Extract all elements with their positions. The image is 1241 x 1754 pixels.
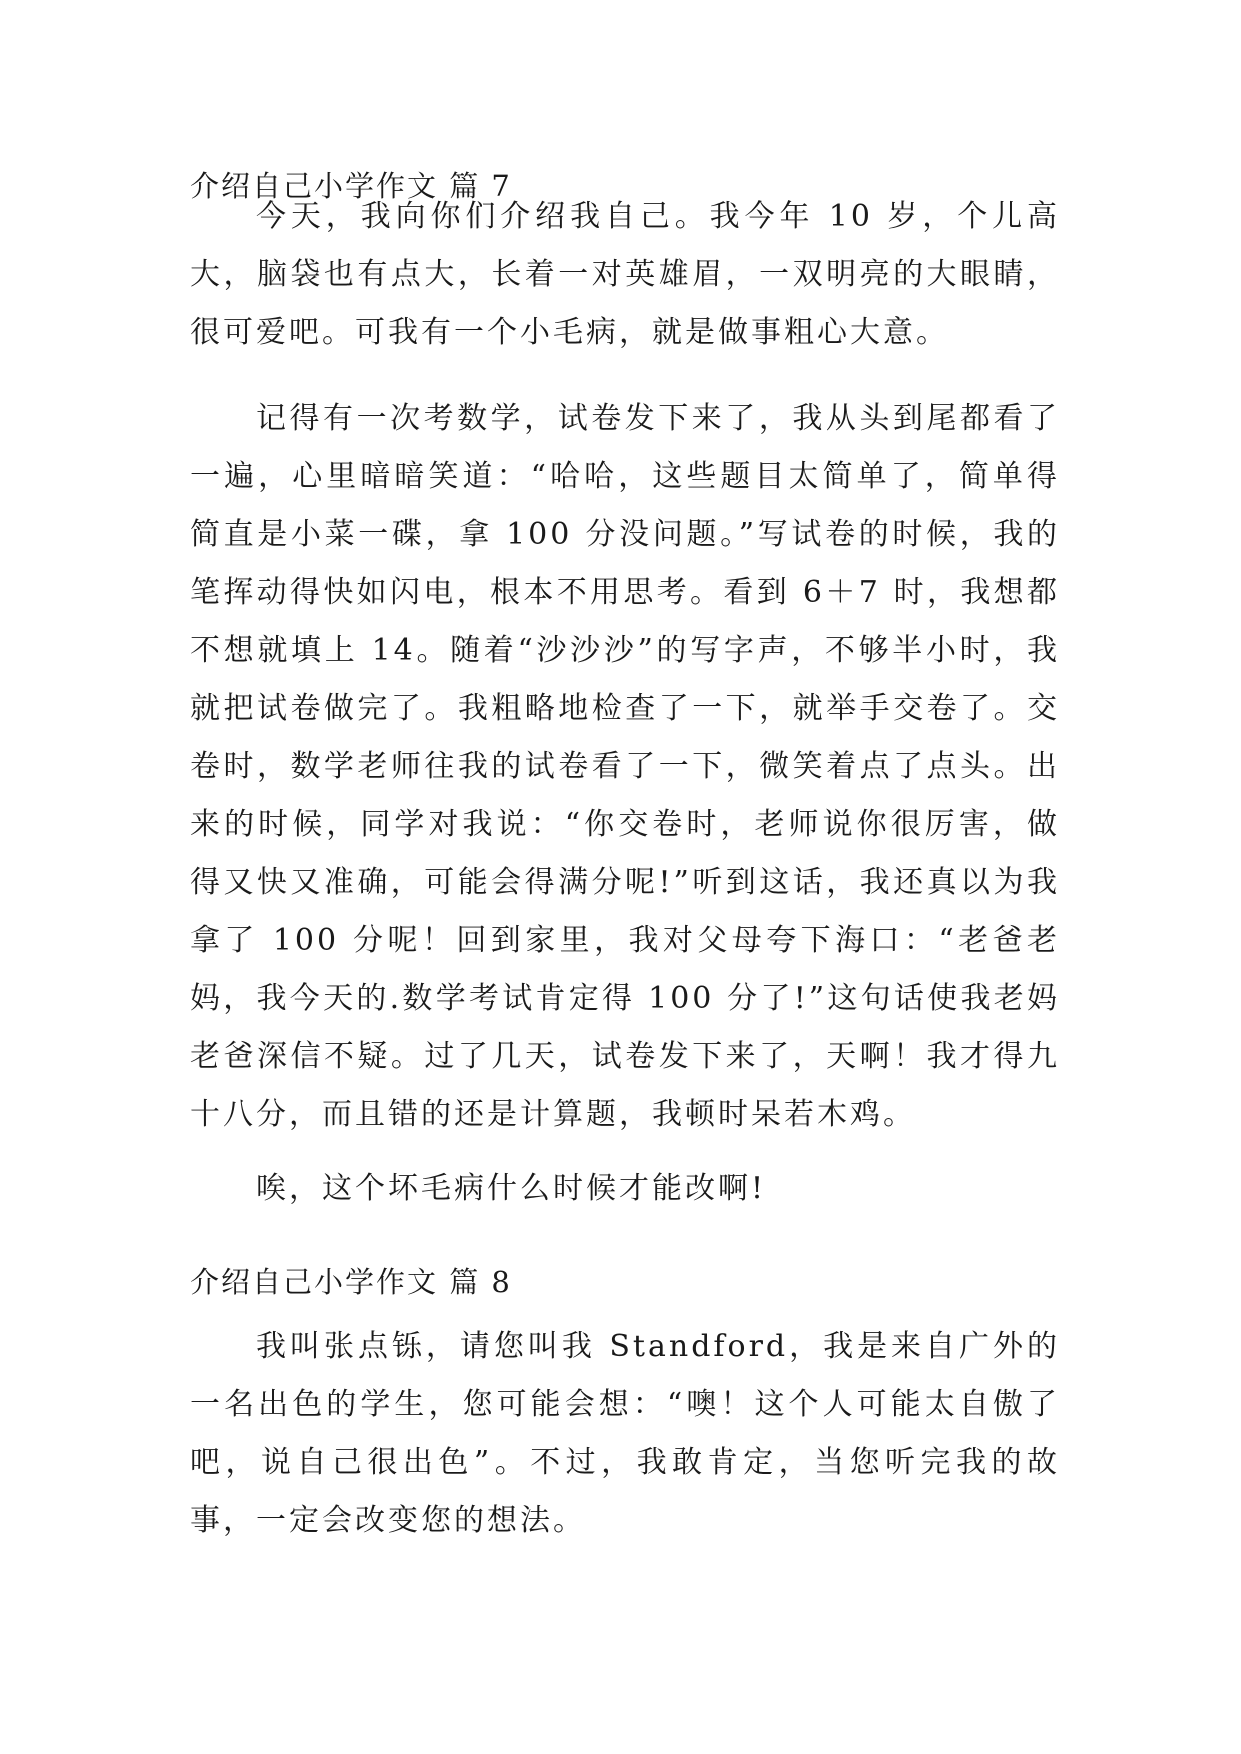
section-7-title: 介绍自己小学作文 篇 7 (190, 169, 512, 203)
section-7-paragraph-2: 记得有一次考数学，试卷发下来了，我从头到尾都看了一遍，心里暗暗笑道：“哈哈，这些题目太简单了，简单得简直是小菜一碟，拿 100 分没问题。”写试卷的时候，我的笔挥动得快如闪电，根本不用思考。看到 6＋7 时，我想都不想就填上 14。随着“沙沙沙”的写字声，不够半小时，我就把试卷做完了。我粗略地检查了一下，就举手交卷了。交卷时，数学老师往我的试卷看了一下，微笑着点了点头。出来的时候，同学对我说：“你交卷时，老师说你很厉害，做得又快又准确，可能会得满分呢!”听到这话，我还真以为我拿了 100 分呢！回到家里，我对父母夸下海口：“老爸老妈，我今天的.数学考试肯定得 100 分了!”这句话使我老妈老爸深信不疑。过了几天，试卷发下来了，天啊！我才得九十八分，而且错的还是计算题，我顿时呆若木鸡。 (190, 401, 1060, 1132)
section-7-paragraph-3: 唉，这个坏毛病什么时候才能改啊! (256, 1171, 767, 1206)
section-8-title: 介绍自己小学作文 篇 8 (190, 1265, 512, 1299)
section-7-paragraph-1: 今天，我向你们介绍我自己。我今年 10 岁，个儿高大，脑袋也有点大，长着一对英雄眉，一双明亮的大眼睛，很可爱吧。可我有一个小毛病，就是做事粗心大意。 (190, 199, 1060, 350)
section-8-paragraph-1: 我叫张点铄，请您叫我 Standford，我是来自广外的一名出色的学生，您可能会想：“噢！这个人可能太自傲了吧，说自己很出色”。不过，我敢肯定，当您听完我的故事，一定会改变您的想法。 (190, 1329, 1060, 1538)
